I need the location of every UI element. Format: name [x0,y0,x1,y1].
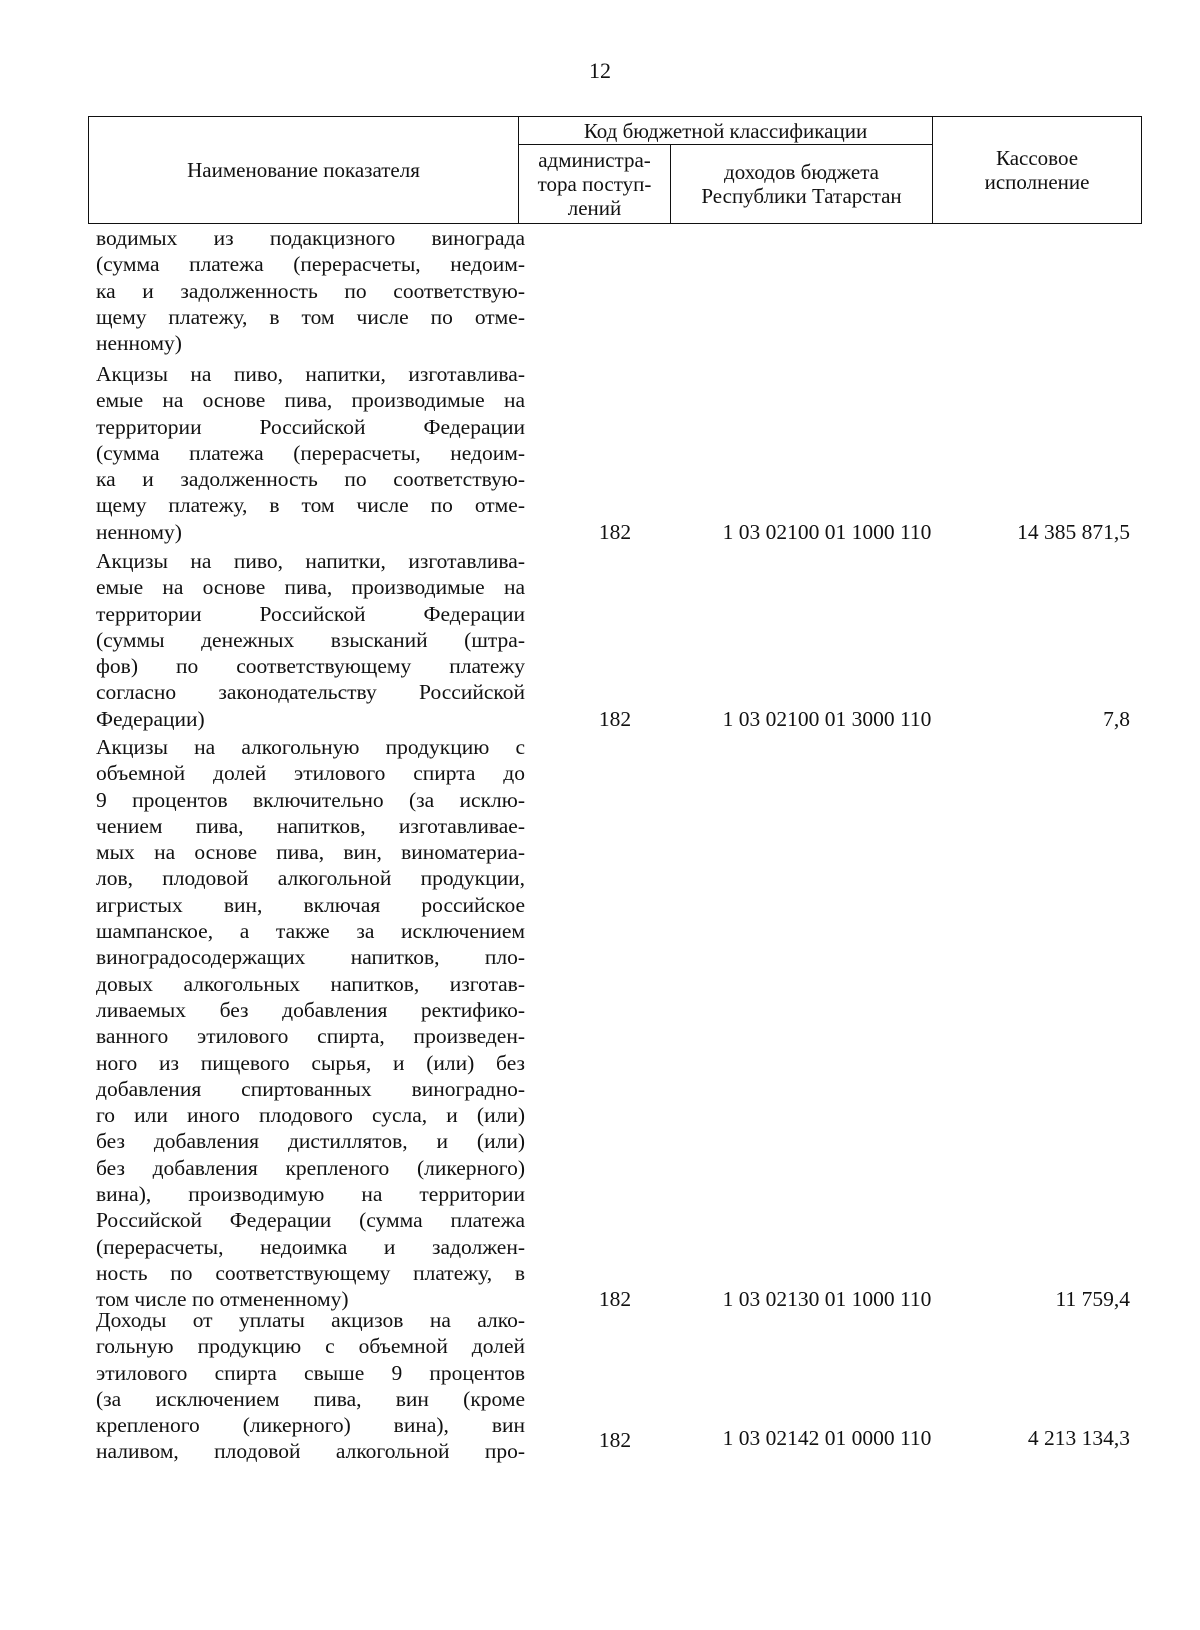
row-name-line: емые на основе пива, производимые на [96,388,525,413]
row-name-line: игристых вин, включая российское [96,892,525,917]
row-name-line: ка и задолженность по соответствую- [96,467,525,492]
header-name-column [89,117,519,224]
row-name-line: емые на основе пива, производимые на [96,575,525,600]
row-name-line: крепленого (ликерного) вина), вин [96,1413,525,1438]
row-budget-code: 1 03 02100 01 1000 110 [722,520,932,544]
row-name [96,734,525,1313]
row-name-line: ливаемых без добавления ректифико- [96,997,525,1022]
row-admin-code: 182 [598,1287,632,1311]
row-budget-code: 1 03 02142 01 0000 110 [722,1426,932,1450]
row-name-line: довых алкогольных напитков, изготав- [96,971,525,996]
row-name-line: мых на основе пива, вин, виноматериа- [96,840,525,865]
header-execution-column [933,117,1142,224]
row-name-line: территории Российской Федерации [96,414,525,439]
header-admin-line-3: лений [567,196,622,220]
row-name-line: ка и задолженность по соответствую- [96,278,525,303]
header-admin-column [519,145,671,224]
row-name-line: лов, плодовой алкогольной продукции, [96,866,525,891]
row-name-line: чением пива, напитков, изготавливае- [96,813,525,838]
row-name-line: объемной долей этилового спирта до [96,761,525,786]
row-admin-code: 182 [598,520,632,544]
row-name-line: (суммы денежных взысканий (штра- [96,627,525,652]
row-name-line: ного из пищевого сырья, и (или) без [96,1050,525,1075]
row-name-line: без добавления дистиллятов, и (или) [96,1129,525,1154]
row-name [96,225,525,356]
row-execution-amount: 7,8 [1103,707,1130,731]
row-name-line: виноградосодержащих напитков, пло- [96,945,525,970]
row-name-line: (сумма платежа (перерасчеты, недоим- [96,440,525,465]
row-name-line: Акцизы на пиво, напитки, изготавлива- [96,362,525,386]
row-name-line: фов) по соответствующему платежу [96,654,525,679]
row-budget-code: 1 03 02130 01 1000 110 [722,1287,932,1311]
row-name-line: Федерации) [96,706,205,731]
header-execution-line-2: исполнение [984,170,1090,194]
row-name-line: шампанское, а также за исключением [96,919,525,944]
row-name-line: гольную продукцию с объемной долей [96,1334,525,1359]
row-name-line: этилового спирта свыше 9 процентов [96,1360,525,1385]
row-name-line: Российской Федерации (сумма платежа [96,1208,525,1233]
header-income-line-1: доходов бюджета [724,160,879,184]
row-name-line: 9 процентов включительно (за исклю- [96,787,525,812]
row-name-line: го или иного плодового сусла, и (или) [96,1103,525,1128]
row-name [96,1307,525,1465]
row-execution-amount: 14 385 871,5 [1017,520,1130,544]
row-name-line: Доходы от уплаты акцизов на алко- [96,1308,525,1332]
header-code-group-label: Код бюджетной классификации [583,118,868,143]
row-name-line: ность по соответствующему платежу, в [96,1260,525,1285]
row-execution-amount: 4 213 134,3 [1027,1426,1130,1450]
row-name-line: ванного этилового спирта, произведен- [96,1024,525,1049]
row-name-line: (за исключением пива, вин (кроме [96,1386,525,1411]
page-number: 12 [589,58,611,83]
row-name-line: щему платежу, в том числе по отме- [96,304,525,329]
row-name [96,548,525,732]
header-admin-line-1: администра- [538,148,651,172]
row-name-line: территории Российской Федерации [96,601,525,626]
header-admin-line-2: тора поступ- [537,172,652,196]
row-name-line: том числе по отмененному) [96,1287,349,1312]
row-admin-code: 182 [598,1428,632,1452]
row-name [96,361,525,545]
row-name-line: (перерасчеты, недоимка и задолжен- [96,1234,525,1259]
row-name-line: добавления спиртованных виноградно- [96,1076,525,1101]
row-name-line: ненному) [96,519,182,544]
header-name-label: Наименование показателя [187,158,420,182]
row-name-line: согласно законодательству Российской [96,680,525,705]
row-execution-amount: 11 759,4 [1055,1287,1130,1311]
header-execution-line-1: Кассовое [995,146,1079,170]
table-header [88,116,1142,224]
row-name-line: щему платежу, в том числе по отме- [96,493,525,518]
row-name-line: наливом, плодовой алкогольной про- [96,1439,525,1464]
row-budget-code: 1 03 02100 01 3000 110 [722,707,932,731]
row-name-line: Акцизы на пиво, напитки, изготавлива- [96,549,525,573]
header-income-line-2: Республики Татарстан [701,184,902,208]
row-name-line: водимых из подакцизного винограда [96,226,525,250]
row-name-line: без добавления крепленого (ликерного) [96,1155,525,1180]
header-code-group [519,117,933,145]
row-name-line: Акцизы на алкогольную продукцию с [96,735,525,759]
row-name-line: вина), производимую на территории [96,1182,525,1207]
row-name-line: (сумма платежа (перерасчеты, недоим- [96,252,525,277]
row-admin-code: 182 [598,707,632,731]
row-name-line: ненному) [96,331,182,356]
header-income-column [671,145,933,224]
